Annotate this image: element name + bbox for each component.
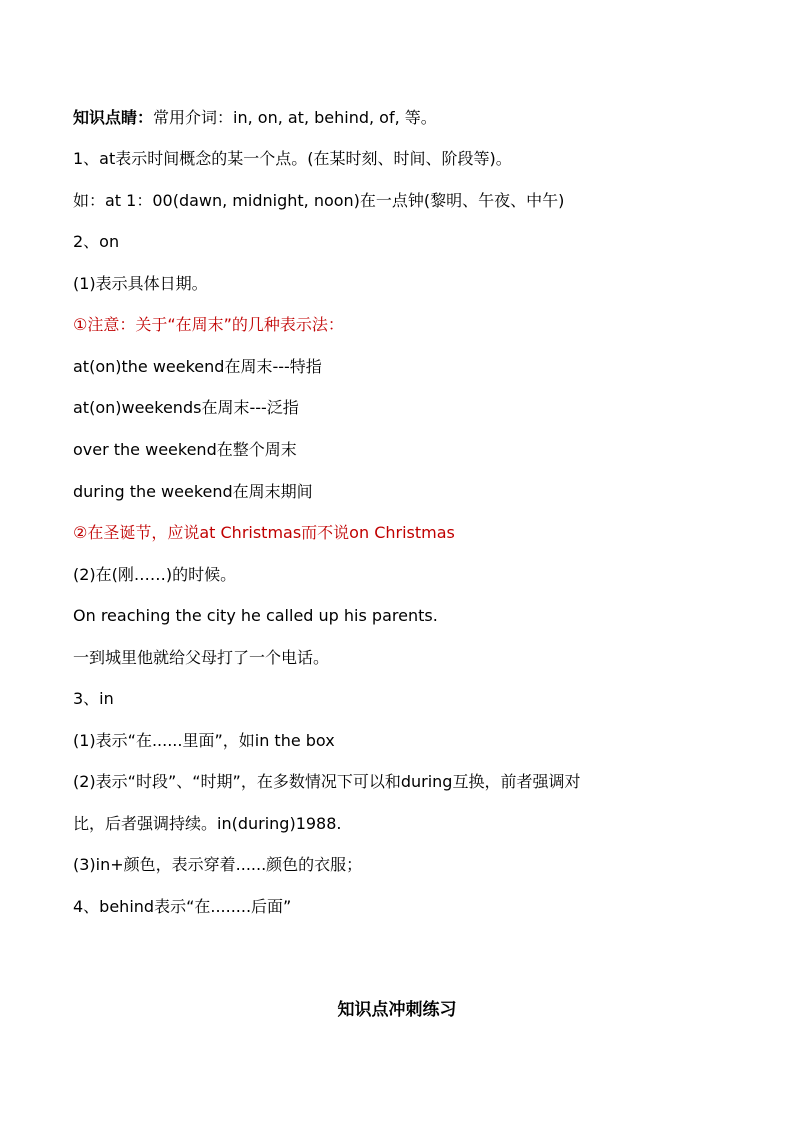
example-sentence-zh: 一到城里他就给父母打了一个电话。 <box>73 648 330 667</box>
intro-line <box>73 107 733 129</box>
example-sentence-en: On reaching the city he called up his parents. <box>73 606 438 625</box>
in-usage-1: (1)表示“在......里面”，如in the box <box>73 731 335 750</box>
point-3-heading: 3、in <box>73 689 114 708</box>
intro-label: 知识点睛： <box>73 108 154 127</box>
weekend-expression-4: during the weekend在周末期间 <box>73 482 313 501</box>
point-4-line: 4、behind表示“在........后面” <box>73 897 292 916</box>
weekend-expression-3: over the weekend在整个周末 <box>73 440 297 459</box>
in-usage-2: (2)表示“时段”、“时期”，在多数情况下可以和during互换，前者强调对 <box>73 772 581 791</box>
intro-text: 常用介词：in, on, at, behind, of, 等。 <box>153 108 437 127</box>
point-2-heading: 2、on <box>73 232 120 251</box>
weekend-expression-2: at(on)weekends在周末---泛指 <box>73 398 299 417</box>
in-usage-2-cont: 比，后者强调持续。in(during)1988. <box>73 814 342 833</box>
in-usage-3: (3)in+颜色，表示穿着......颜色的衣服； <box>73 855 363 874</box>
point-1-line: 1、at表示时间概念的某一个点。(在某时刻、时间、阶段等)。 <box>73 149 512 168</box>
on-usage-1: (1)表示具体日期。 <box>73 274 208 293</box>
note-christmas-line: ②在圣诞节，应说at Christmas而不说on Christmas <box>73 523 455 542</box>
on-usage-2: (2)在(刚……)的时候。 <box>73 565 237 584</box>
weekend-expression-1: at(on)the weekend在周末---特指 <box>73 357 322 376</box>
note-weekend-line: ①注意：关于“在周末”的几种表示法： <box>73 315 344 334</box>
section-heading: 知识点冲刺练习 <box>337 1000 457 1020</box>
example-at-line: 如：at 1：00(dawn, midnight, noon)在一点钟(黎明、午夜、中午) <box>73 191 565 210</box>
